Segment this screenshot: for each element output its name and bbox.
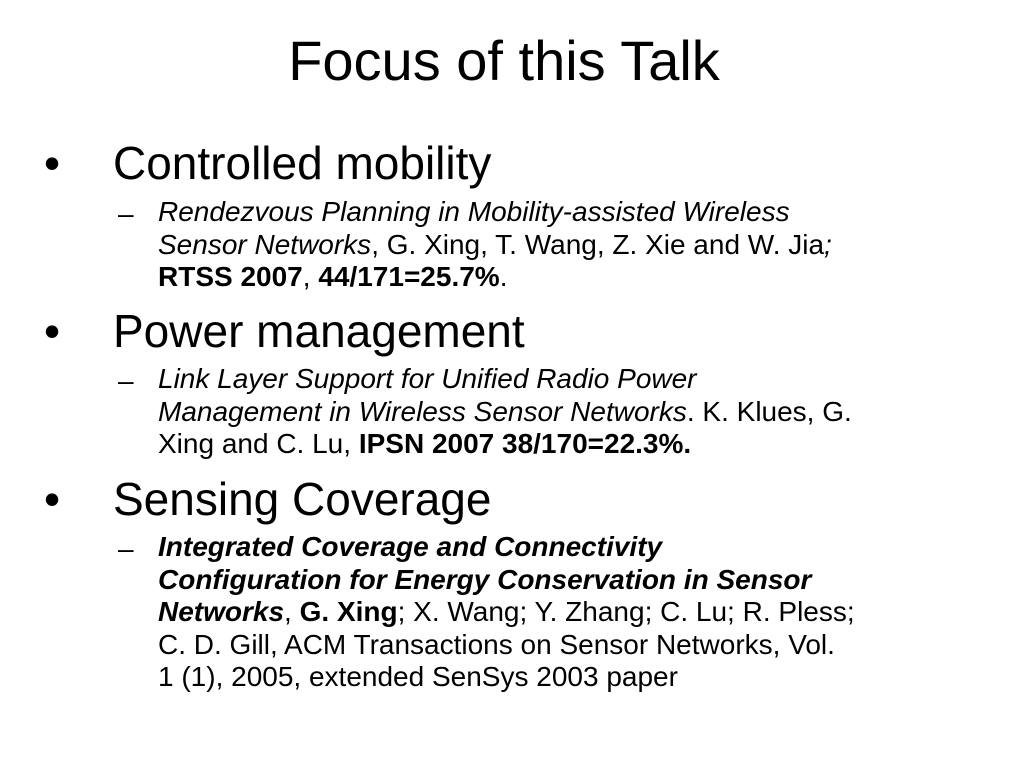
ref-title-line: Configuration for Energy Conservation in Sensor — [158, 563, 812, 595]
ref-separator: , — [302, 261, 319, 292]
ref-authors: , G. Xing, T. Wang, Z. Xie and W. Jia — [371, 228, 825, 260]
bullet-icon: • — [44, 305, 61, 357]
dash-icon: – — [118, 533, 134, 564]
section-heading-power-management: Power management — [113, 305, 525, 357]
ref-authors: ; X. Wang; Y. Zhang; C. Lu; R. Pless; — [397, 596, 855, 627]
ref-lead-author: G. Xing — [299, 596, 398, 627]
ref-title-line: Integrated Coverage and Connectivity — [158, 531, 663, 562]
ref-venue-rate: IPSN 2007 38/170=22.3%. — [358, 428, 692, 459]
ref-authors: . K. Klues, G. — [686, 395, 852, 427]
dash-icon: – — [118, 365, 134, 396]
ref-authors: Xing and C. Lu, — [158, 428, 359, 459]
ref-acceptance-rate: 44/171=25.7% — [318, 261, 500, 292]
ref-venue: RTSS 2007 — [158, 261, 303, 292]
ref-separator: ; — [824, 228, 832, 260]
ref-publication: C. D. Gill, ACM Transactions on Sensor Networks, Vol. — [158, 628, 835, 660]
reference-rendezvous-planning — [158, 196, 1008, 294]
slide-title: Focus of this Talk — [288, 29, 720, 92]
bullet-icon: • — [44, 473, 61, 525]
reference-link-layer-support — [158, 363, 1008, 461]
ref-end: . — [499, 261, 508, 292]
bullet-icon: • — [44, 137, 61, 189]
ref-title-line: Sensor Networks — [158, 228, 372, 260]
section-heading-controlled-mobility: Controlled mobility — [113, 137, 492, 189]
section-heading-sensing-coverage: Sensing Coverage — [113, 473, 492, 525]
ref-title-line: Rendezvous Planning in Mobility-assisted Wireless — [158, 196, 790, 227]
ref-title-line: Management in Wireless Sensor Networks — [158, 395, 687, 427]
reference-integrated-coverage — [158, 531, 1008, 694]
ref-separator: , — [284, 596, 300, 627]
ref-title-line: Networks — [158, 596, 285, 627]
ref-publication: 1 (1), 2005, extended SenSys 2003 paper — [158, 661, 678, 692]
ref-title-line: Link Layer Support for Unified Radio Power — [158, 363, 697, 394]
dash-icon: – — [118, 198, 134, 229]
